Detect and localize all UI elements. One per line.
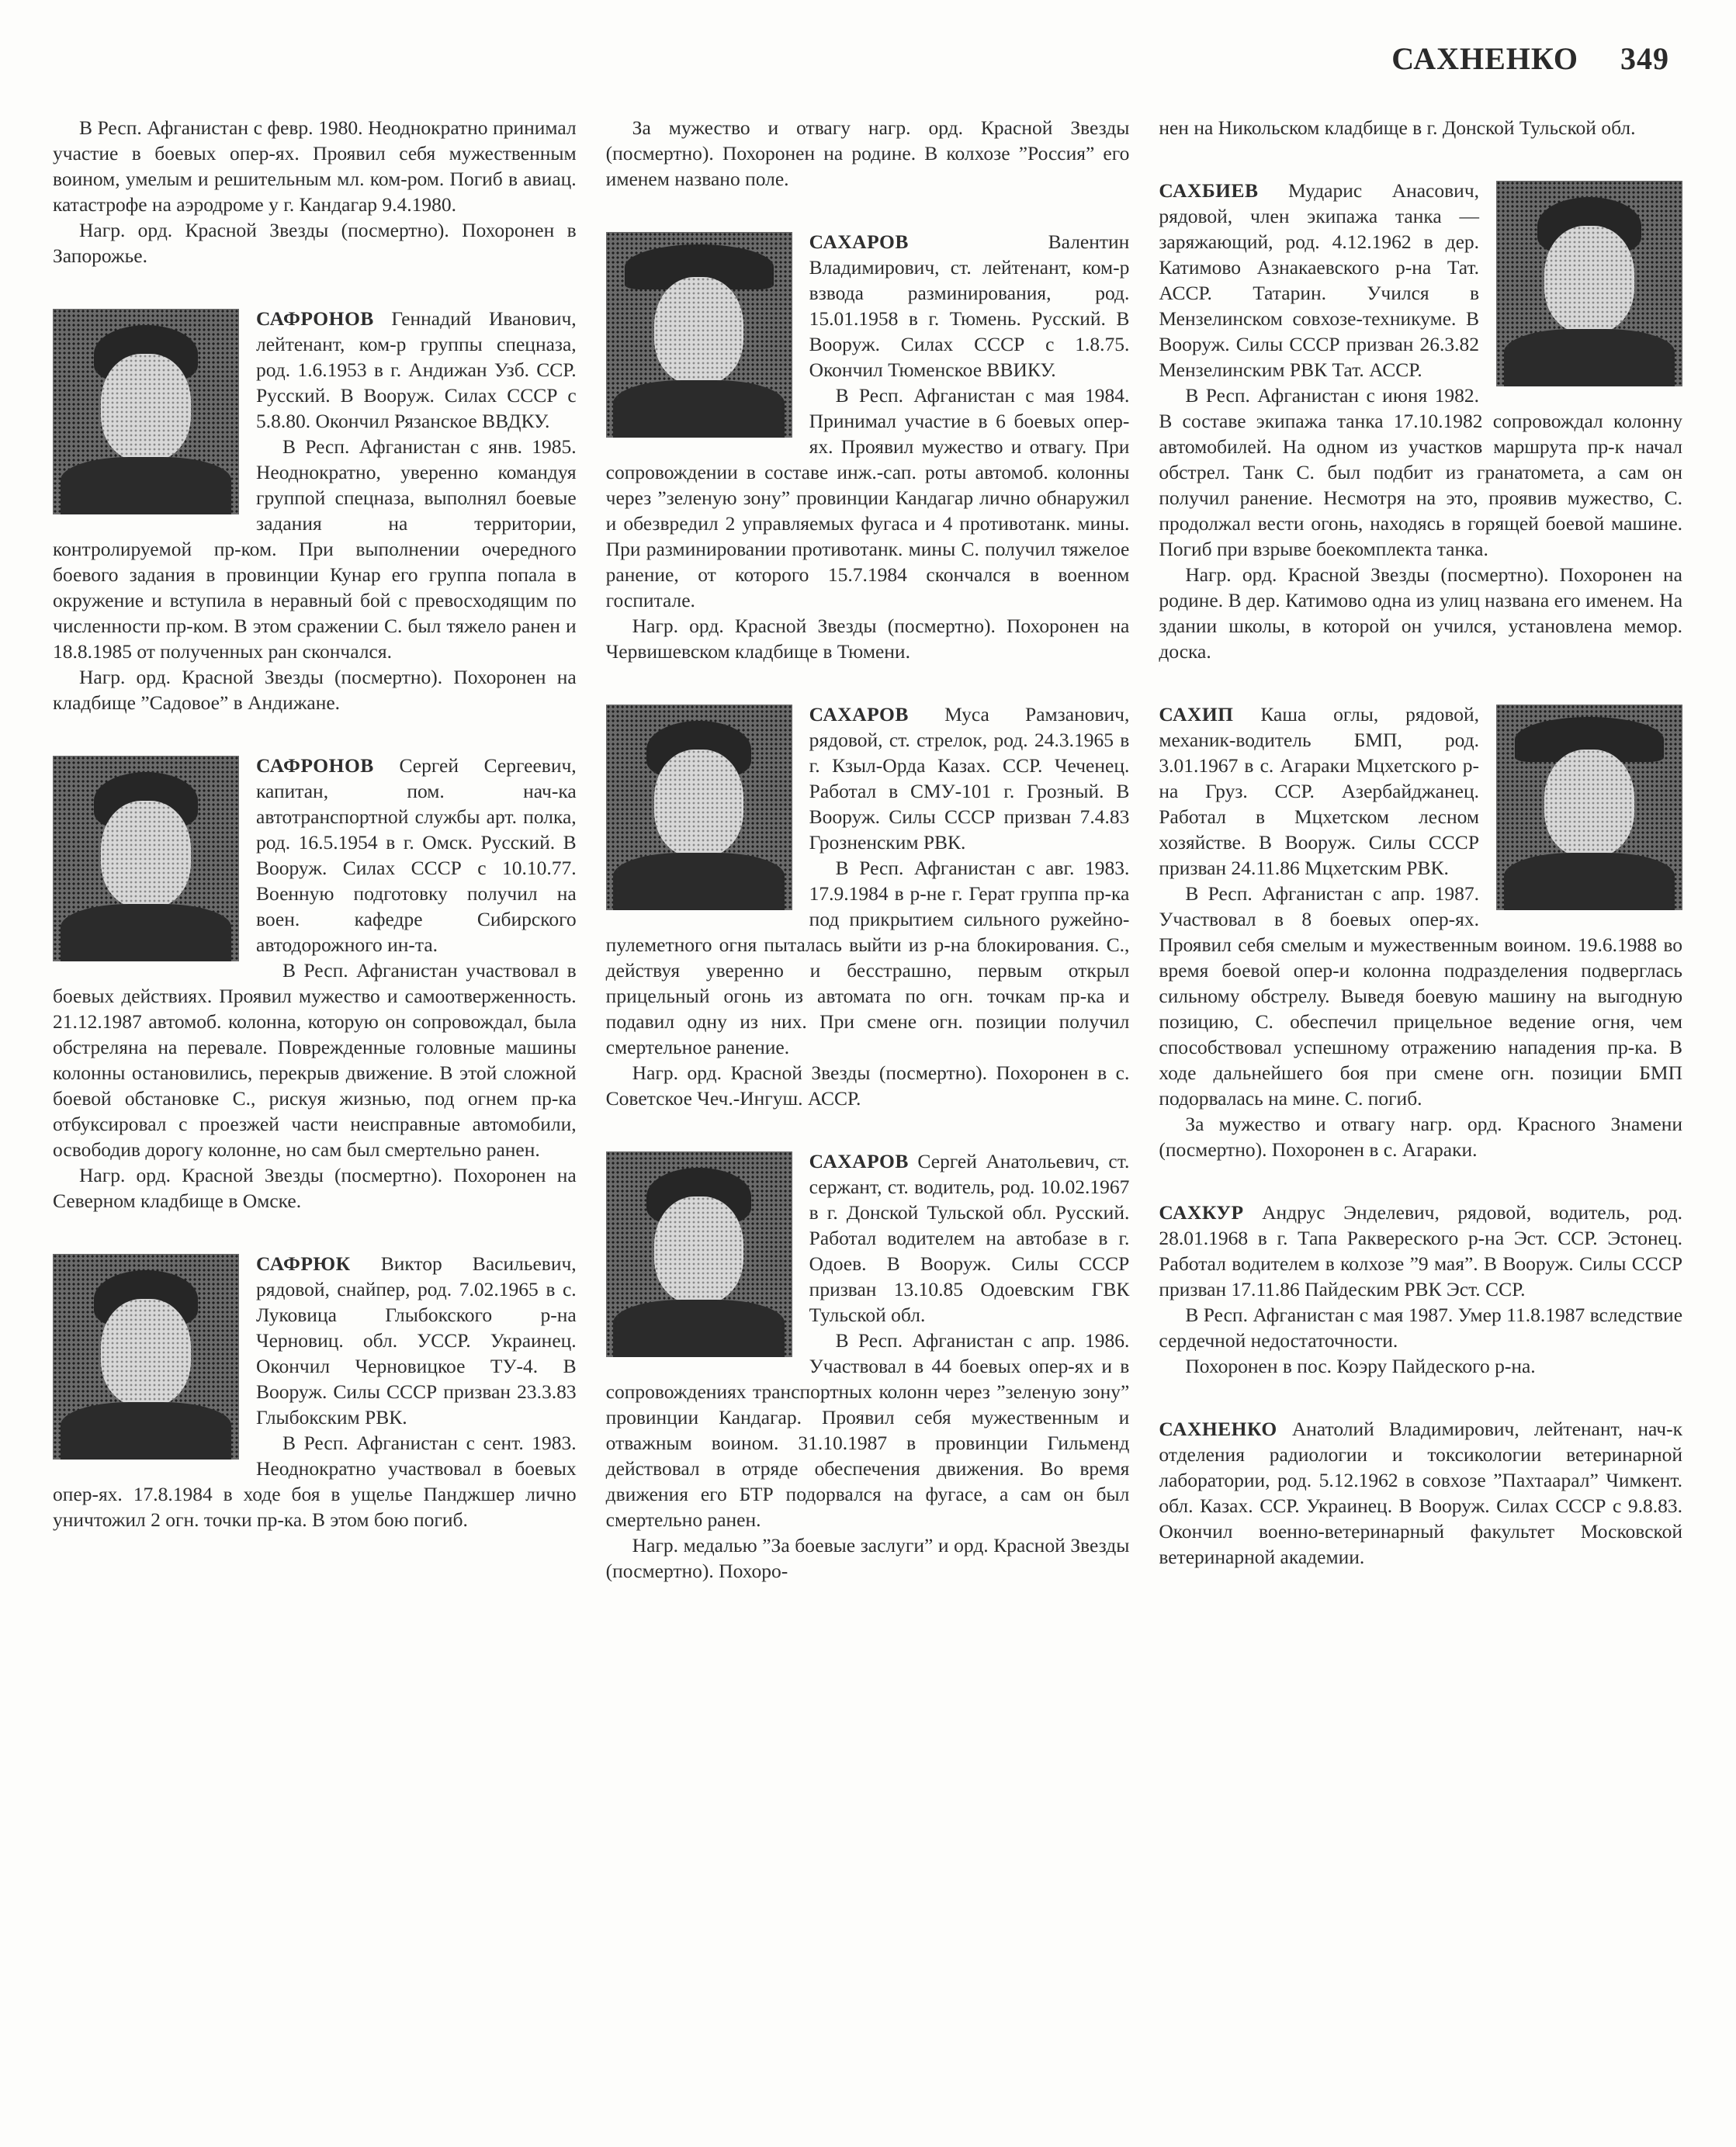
entry-lead: Мударис Анасович, рядовой, член экипажа танка — заряжающий, род. 4.12.1962 в дер. Катимово Азнакаевского р-на Тат. АССР. Татарин. Учился в Мензелинском совхозе-техникуме. В Вооруж. Силы СССР призван 26.3.82 Мензелинским РВК Тат. АССР. <box>1159 179 1480 381</box>
page-columns <box>53 115 1682 1584</box>
entry-continuation <box>606 115 1130 192</box>
entry-continuation <box>1159 115 1682 140</box>
entry-safronov-gennady <box>53 306 577 715</box>
paragraph: Нагр. медалью ”За боевые заслуги” и орд. Красной Звезды (посмертно). Похоро- <box>605 1534 1130 1582</box>
paragraph: В Респ. Афганистан с мая 1984. Принимал участие в 6 боевых опер-ях. Проявил мужество и отвагу. При сопровождении в составе инж.-сап. роты автомоб. колонны через ”зеленую зону” провинции Кандагар лично обнаружил и обезвредил 2 управляемых фугаса и 4 противотанк. мины. При разминировании противотанк. мины С. получил тяжелое ранение, от которого 15.7.1984 скончался в военном госпитале. <box>605 384 1130 611</box>
paragraph: В Респ. Афганистан с июня 1982. В составе экипажа танка 17.10.1982 сопровождал колонну автомобилей. На одном из участков маршрута пр-к начал обстрел. Танк С. был подбит из гранатомета, а сам он получил ранение. Несмотря на это, проявив мужество, С. продолжал вести огонь, находясь в горящей боевой машине. Погиб при взрыве боекомплекта танка. <box>1159 384 1683 560</box>
paragraph: В Респ. Афганистан с мая 1987. Умер 11.8.1987 вследствие сердечной недостаточности. <box>1159 1304 1683 1352</box>
entry-safronov-sergey <box>53 753 577 1214</box>
entry-lead: Сергей Анатольевич, ст. сержант, ст. водитель, род. 10.02.1967 в г. Донской Тульской обл. Русский. Работал водителем на автобазе в г. Одоев. В Вооруж. Силы СССР призван 13.10.85 Одоевским ГВК Тульской обл. <box>809 1150 1130 1326</box>
portrait-photo <box>53 1254 239 1460</box>
entry-surname: САХИП <box>1159 703 1234 725</box>
entry-continuation <box>53 115 577 268</box>
portrait-photo <box>53 309 239 514</box>
entry-sakhip <box>1159 701 1682 1162</box>
paragraph: Нагр. орд. Красной Звезды (посмертно). Похоронен на Червишевском кладбище в Тюмени. <box>605 615 1130 663</box>
entry-surname: САФРЮК <box>256 1252 351 1275</box>
paragraph: За мужество и отвагу нагр. орд. Красного Знамени (посмертно). Похоронен в с. Агараки. <box>1159 1113 1683 1161</box>
portrait-photo <box>606 232 792 438</box>
paragraph: Нагр. орд. Красной Звезды (посмертно). Похоронен в Запорожье. <box>53 219 577 267</box>
paragraph: Похоронен в пос. Коэру Пайдеского р-на. <box>1185 1355 1536 1377</box>
portrait-photo <box>606 1151 792 1357</box>
paragraph: В Респ. Афганистан с янв. 1985. Неоднократно, уверенно командуя группой спецназа, выполнял боевые задания на территории, контролируемой пр-ком. При выполнении очередного боевого задания в провинции Кунар его группа попала в окружение и вступила в неравный бой с превосходящим по численности пр-ком. В этом сражении С. был тяжело ранен и 18.8.1985 от полученных ран скончался. <box>53 435 577 663</box>
paragraph: В Респ. Афганистан с сент. 1983. Неоднократно участвовал в боевых опер-ях. 17.8.1984 в ходе боя в ущелье Панджшер лично уничтожил 2 огн. точки пр-ка. В этом бою погиб. <box>53 1432 577 1531</box>
paragraph: нен на Никольском кладбище в г. Донской Тульской обл. <box>1159 116 1636 139</box>
paragraph: Нагр. орд. Красной Звезды (посмертно). Похоронен в с. Советское Чеч.-Ингуш. АССР. <box>605 1061 1130 1110</box>
page-number: 349 <box>1620 41 1669 76</box>
entry-sakhnenko <box>1159 1416 1682 1570</box>
entry-surname: САХКУР <box>1159 1201 1244 1224</box>
entry-lead: Виктор Васильевич, рядовой, снайпер, род. 7.02.1965 в с. Луковица Глыбокского р-на Черновиц. обл. УССР. Украинец. Окончил Черновицкое ТУ-4. В Вооруж. Силы СССР призван 23.3.83 Глыбокским РВК. <box>256 1252 577 1428</box>
entry-sakharov-valentin <box>606 229 1130 664</box>
entry-sakharov-sergey <box>606 1148 1130 1584</box>
entry-surname: САХАРОВ <box>809 1150 909 1172</box>
paragraph: В Респ. Афганистан с авг. 1983. 17.9.1984 в р-не г. Герат группа пр-ка под прикрытием сильного ружейно-пулеметного огня пыталась выйти из р-на блокирования. С., действуя уверенно и бесстрашно, первым открыл прицельный огонь из автомата по огн. точкам пр-ка и подавил одну из них. При смене огн. позиции получил смертельное ранение. <box>605 857 1130 1058</box>
paragraph: Нагр. орд. Красной Звезды (посмертно). Похоронен на кладбище ”Садовое” в Андижане. <box>53 666 577 714</box>
column-3 <box>1159 115 1682 1584</box>
entry-surname: САХНЕНКО <box>1159 1418 1277 1440</box>
entry-surname: САХАРОВ <box>809 230 909 253</box>
paragraph: За мужество и отвагу нагр. орд. Красной Звезды (посмертно). Похоронен на родине. В колхозе ”Россия” его именем названо поле. <box>605 116 1130 190</box>
portrait-photo <box>606 705 792 910</box>
entry-lead: Каша оглы, рядовой, механик-водитель БМП, род. 3.01.1967 в с. Агараки Мцхетского р-на Груз. ССР. Азербайджанец. Работал в Мцхетском лесном хозяйстве. В Вооруж. Силы СССР призван 24.11.86 Мцхетским РВК. <box>1159 703 1480 879</box>
entry-lead: Геннадий Иванович, лейтенант, ком-р группы спецназа, род. 1.6.1953 в г. Андижан Узб. ССР. Русский. В Вооруж. Силах СССР с 5.8.80. Окончил Рязанское ВВДКУ. <box>256 307 577 432</box>
paragraph: В Респ. Афганистан участвовал в боевых действиях. Проявил мужество и самоотверженность. 21.12.1987 автомоб. колонна, которую он сопровождал, была обстреляна на перевале. Поврежденные головные машины колонны остановились, перекрыв движение. В этой сложной боевой обстановке С., рискуя жизнью, под огнем пр-ка отбуксировал с проезжей части неисправные автомобили, освободив дорогу колонне, но сам был смертельно ранен. <box>53 959 577 1161</box>
portrait-photo <box>53 756 239 961</box>
portrait-photo <box>1496 181 1682 386</box>
entry-lead: Муса Рамзанович, рядовой, ст. стрелок, род. 24.3.1965 в г. Кзыл-Орда Казах. ССР. Чеченец. Работал в СМУ-101 г. Грозный. В Вооруж. Силы СССР призван 7.4.83 Грозненским РВК. <box>809 703 1130 854</box>
entry-surname: САФРОНОВ <box>256 307 374 330</box>
paragraph: В Респ. Афганистан с апр. 1987. Участвовал в 8 боевых опер-ях. Проявил себя смелым и мужественным воином. 19.6.1988 во время боевой опер-и колонна подразделения подверглась сильному обстрелу. Выведя боевую машину на выгодную позицию, С. обеспечил прицельное ведение огня, чем способствовал успешному отражению нападения пр-ка. В ходе дальнейшего боя при смене огн. позиции БМП подорвалась на мине. С. погиб. <box>1159 882 1683 1110</box>
paragraph: В Респ. Афганистан с февр. 1980. Неоднократно принимал участие в боевых опер-ях. Проявил себя мужественным воином, умелым и решительным мл. ком-ром. Погиб в авиац. катастрофе на аэродроме у г. Кандагар 9.4.1980. <box>53 116 577 216</box>
running-title: САХНЕНКО <box>1391 41 1578 76</box>
entry-safryuk <box>53 1251 577 1532</box>
entry-sakhbiev <box>1159 178 1682 664</box>
entry-sakhkur <box>1159 1200 1682 1379</box>
entry-lead: Сергей Сергеевич, капитан, пом. нач-ка автотранспортной службы арт. полка, род. 16.5.1954 в г. Омск. Русский. В Вооруж. Силах СССР с 10.10.77. Военную подготовку получил на воен. кафедре Сибирского автодорожного ин-та. <box>256 754 577 956</box>
paragraph: Нагр. орд. Красной Звезды (посмертно). Похоронен на родине. В дер. Катимово одна из улиц названа его именем. На здании школы, в которой он учился, установлена мемор. доска. <box>1159 563 1683 663</box>
column-2 <box>606 115 1130 1584</box>
entry-lead: Андрус Энделевич, рядовой, водитель, род. 28.01.1968 в г. Тапа Раквереского р-на Эст. ССР. Эстонец. Работал водителем в колхозе ”9 мая”. В Вооруж. Силы СССР призван 17.11.86 Пайдеским РВК Эст. ССР. <box>1159 1201 1683 1300</box>
entry-lead: Анатолий Владимирович, лейтенант, нач-к отделения радиологии и токсикологии ветеринарной лаборатории, род. 5.12.1962 в совхозе ”Пахтаарал” Чимкент. обл. Казах. ССР. Украинец. В Вооруж. Силах СССР с 9.8.83. Окончил военно-ветеринарный факультет Московской ветеринарной академии. <box>1159 1418 1683 1568</box>
paragraph: В Респ. Афганистан с апр. 1986. Участвовал в 44 боевых опер-ях и в сопровождениях транспортных колонн через ”зеленую зону” провинции Кандагар. Проявил себя мужественным и отважным воином. 31.10.1987 в провинции Гильменд действовал в отряде обеспечения движения. Во время движения его БТР подорвался на фугасе, а сам он был смертельно ранен. <box>605 1329 1130 1531</box>
running-head <box>1391 40 1669 77</box>
entry-lead: Валентин Владимирович, ст. лейтенант, ком-р взвода разминирования, род. 15.01.1958 в г. Тюмень. Русский. В Вооруж. Силах СССР с 1.8.75. Окончил Тюменское ВВИКУ. <box>809 230 1130 381</box>
entry-sakharov-musa <box>606 701 1130 1111</box>
entry-surname: САХАРОВ <box>809 703 909 725</box>
column-1 <box>53 115 577 1584</box>
portrait-photo <box>1496 705 1682 910</box>
paragraph: Нагр. орд. Красной Звезды (посмертно). Похоронен на Северном кладбище в Омске. <box>53 1164 577 1212</box>
entry-surname: САФРОНОВ <box>256 754 374 777</box>
entry-surname: САХБИЕВ <box>1159 179 1259 202</box>
